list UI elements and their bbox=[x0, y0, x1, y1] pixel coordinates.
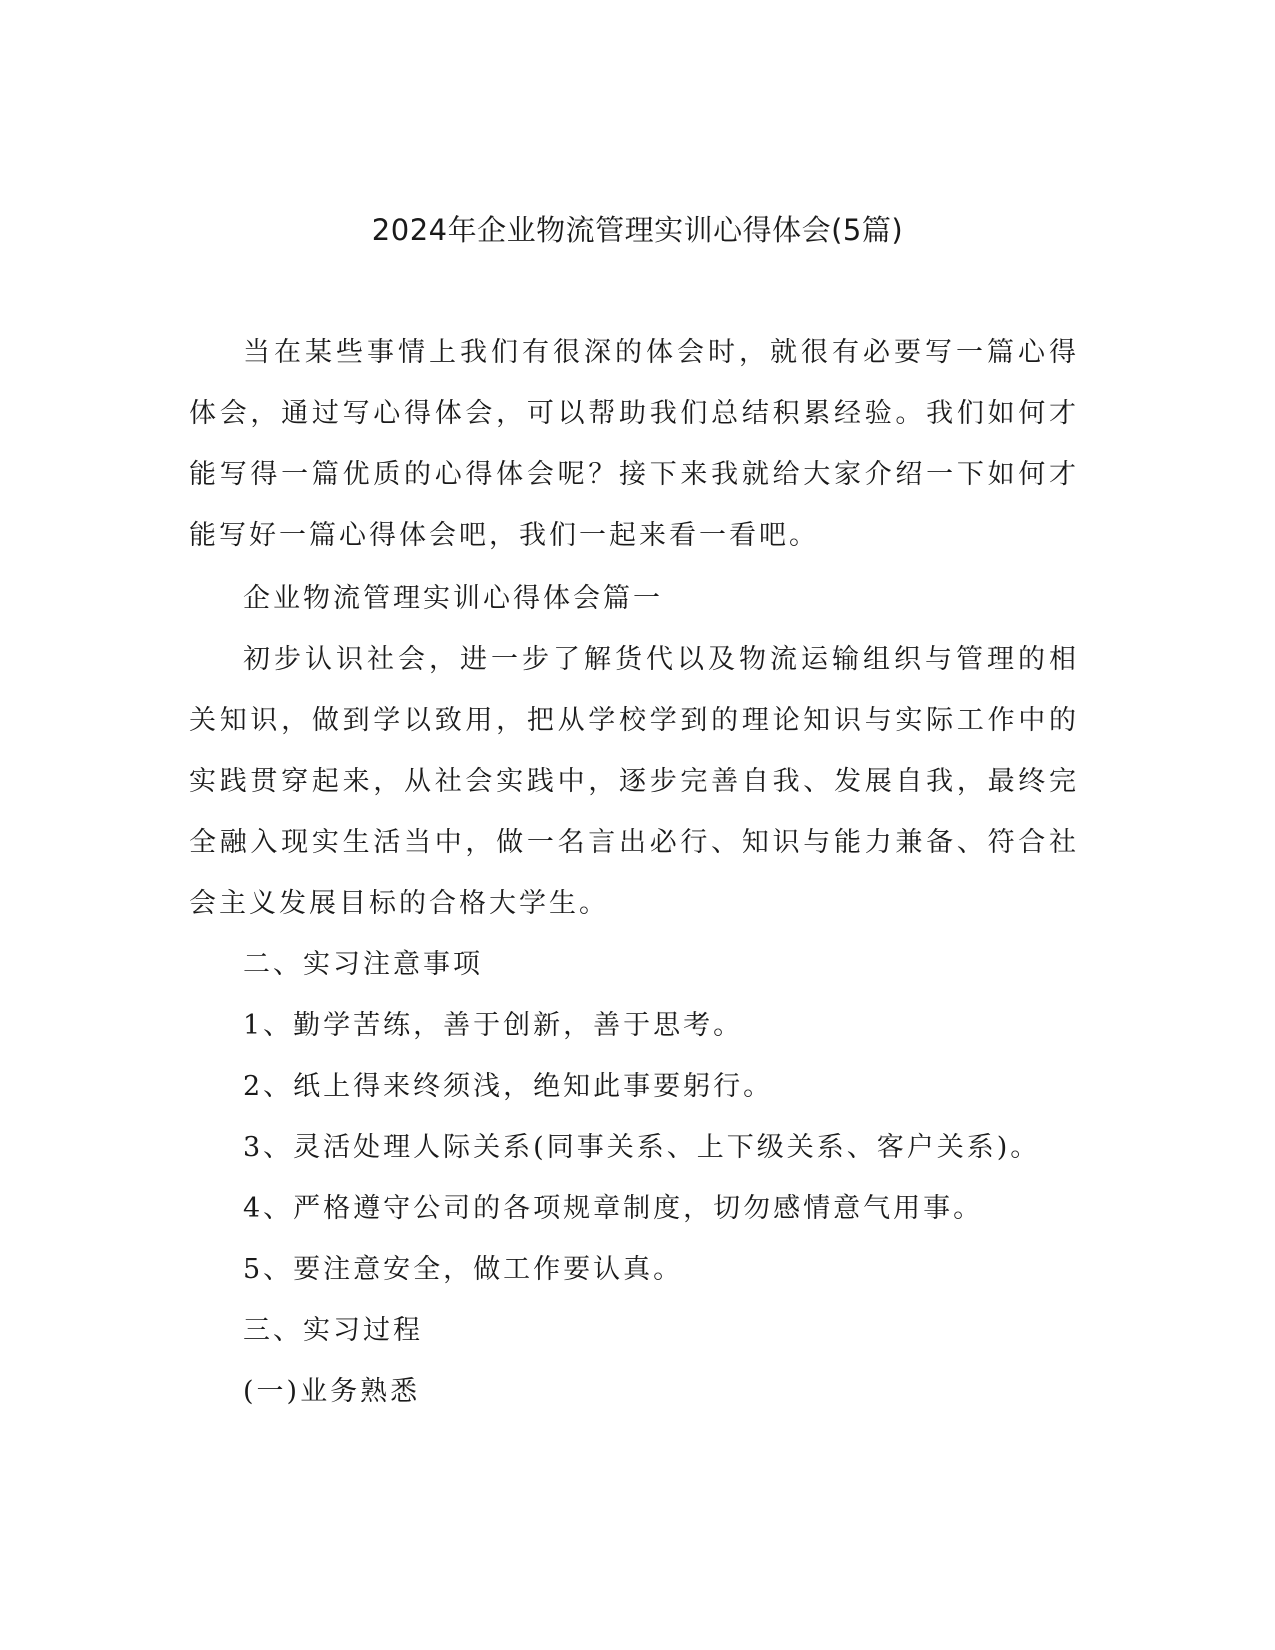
intro-paragraph: 当在某些事情上我们有很深的体会时，就很有必要写一篇心得体会，通过写心得体会，可以帮助我们总结积累经验。我们如何才能写得一篇优质的心得体会呢？接下来我就给大家介绍一下如何才能写好一篇心得体会吧，我们一起来看一看吧。 bbox=[189, 337, 1079, 551]
document-title: 2024年企业物流管理实训心得体会(5篇) bbox=[371, 213, 904, 247]
subheading-business: (一)业务熟悉 bbox=[243, 1376, 421, 1407]
list-item: 5、要注意安全，做工作要认真。 bbox=[243, 1254, 684, 1285]
section-heading: 企业物流管理实训心得体会篇一 bbox=[243, 583, 663, 614]
heading-precautions: 二、实习注意事项 bbox=[243, 949, 483, 980]
heading-process: 三、实习过程 bbox=[243, 1315, 423, 1346]
list-item: 2、纸上得来终须浅，绝知此事要躬行。 bbox=[243, 1071, 774, 1102]
list-item: 4、严格遵守公司的各项规章制度，切勿感情意气用事。 bbox=[243, 1193, 984, 1224]
content-block bbox=[189, 568, 1079, 1422]
section-paragraph: 初步认识社会，进一步了解货代以及物流运输组织与管理的相关知识，做到学以致用，把从学校学到的理论知识与实际工作中的实践贯穿起来，从社会实践中，逐步完善自我、发展自我，最终完全融入现实生活当中，做一名言出必行、知识与能力兼备、符合社会主义发展目标的合格大学生。 bbox=[189, 644, 1079, 919]
list-item: 3、灵活处理人际关系(同事关系、上下级关系、客户关系)。 bbox=[243, 1132, 1041, 1163]
list-item: 1、勤学苦练，善于创新，善于思考。 bbox=[243, 1010, 744, 1041]
intro-block bbox=[189, 322, 1079, 566]
